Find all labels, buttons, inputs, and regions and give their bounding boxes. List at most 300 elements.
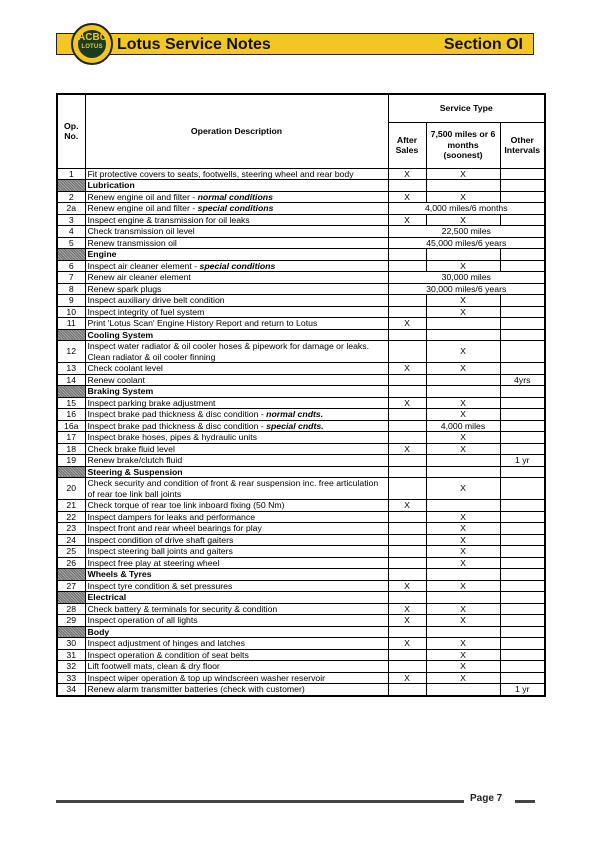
table-row — [57, 295, 545, 307]
op-number: 21 — [57, 500, 85, 512]
mark-other — [500, 638, 545, 650]
operation-description — [85, 306, 388, 318]
mark-other — [500, 603, 545, 615]
mark-miles: X — [426, 168, 500, 180]
mark-after — [388, 523, 426, 535]
table-row — [57, 443, 545, 455]
mark-other — [500, 214, 545, 226]
table-row — [57, 684, 545, 696]
mark-miles: X — [426, 672, 500, 684]
section-row — [57, 329, 545, 341]
operation-description — [85, 557, 388, 569]
op-number: 29 — [57, 615, 85, 627]
section-row — [57, 626, 545, 638]
op-number: 16a — [57, 420, 85, 432]
section-blank — [426, 626, 500, 638]
description-text: Renew air cleaner element — [87, 272, 191, 282]
description-text: Inspect free play at steering wheel — [87, 557, 220, 568]
table-row — [57, 455, 545, 467]
mark-after — [388, 649, 426, 661]
logo-text: LOTUS — [81, 44, 103, 50]
section-shade — [57, 626, 85, 638]
mark-other — [500, 443, 545, 455]
table-row — [57, 500, 545, 512]
operation-description — [85, 341, 388, 363]
operation-description — [85, 432, 388, 444]
operation-description — [85, 203, 388, 215]
service-interval-span: 30,000 miles/6 years — [388, 283, 545, 295]
table-row — [57, 409, 545, 421]
description-text: Lift footwell mats, clean & dry floor — [87, 661, 220, 671]
lotus-logo — [71, 23, 113, 65]
section-blank — [500, 592, 545, 604]
mark-after — [388, 511, 426, 523]
section-row — [57, 569, 545, 581]
col-7500-miles: 7,500 miles or 6 months (soonest) — [426, 122, 500, 168]
operation-description — [85, 397, 388, 409]
op-number: 2a — [57, 203, 85, 215]
mark-after — [388, 455, 426, 467]
table-row — [57, 237, 545, 249]
section-row — [57, 592, 545, 604]
operation-description — [85, 420, 388, 432]
section-shade — [57, 592, 85, 604]
op-number: 16 — [57, 409, 85, 421]
table-row — [57, 638, 545, 650]
mark-miles: X — [426, 363, 500, 375]
mark-miles: X — [426, 523, 500, 535]
mark-other: 1 yr — [500, 455, 545, 467]
table-row — [57, 580, 545, 592]
mark-miles: X — [426, 638, 500, 650]
mark-miles: X — [426, 397, 500, 409]
mark-miles: X — [426, 557, 500, 569]
op-number: 15 — [57, 397, 85, 409]
description-text: Renew engine oil and filter - — [87, 191, 198, 202]
description-text: Inspect tyre condition & set pressures — [87, 580, 233, 591]
description-text: Inspect air cleaner element - — [87, 260, 200, 271]
section-blank — [426, 180, 500, 192]
description-text: Inspect adjustment of hinges and latches — [87, 638, 245, 648]
table-row — [57, 272, 545, 284]
mark-miles: X — [426, 661, 500, 673]
mark-after: X — [388, 363, 426, 375]
page-number: Page 7 — [470, 793, 503, 804]
op-number: 14 — [57, 374, 85, 386]
mark-miles: X — [426, 546, 500, 558]
mark-other — [500, 649, 545, 661]
mark-after — [388, 661, 426, 673]
description-text: Inspect operation & condition of seat belts — [87, 649, 249, 660]
operation-description — [85, 638, 388, 650]
description-text: Renew engine oil and filter - — [87, 203, 198, 213]
description-text: Inspect steering ball joints and gaiters — [87, 546, 233, 556]
section-blank — [500, 386, 545, 398]
mark-after: X — [388, 318, 426, 330]
mark-after: X — [388, 500, 426, 512]
mark-miles: X — [426, 443, 500, 455]
mark-miles: X — [426, 260, 500, 272]
section-label: Section OI — [443, 36, 523, 53]
description-text: Inspect brake pad thickness & disc condition - — [87, 409, 267, 419]
description-condition: normal conditions — [197, 191, 273, 202]
mark-after — [388, 534, 426, 546]
operation-description — [85, 534, 388, 546]
table-row — [57, 511, 545, 523]
service-table-body — [57, 168, 545, 696]
op-number: 25 — [57, 546, 85, 558]
mark-after — [388, 341, 426, 363]
mark-after — [388, 432, 426, 444]
section-blank — [500, 466, 545, 478]
section-header-bar — [56, 33, 534, 55]
op-number: 12 — [57, 341, 85, 363]
table-row — [57, 374, 545, 386]
mark-miles: X — [426, 341, 500, 363]
section-row — [57, 180, 545, 192]
table-row — [57, 432, 545, 444]
section-shade — [57, 569, 85, 581]
operation-description — [85, 237, 388, 249]
table-row — [57, 557, 545, 569]
table-row — [57, 534, 545, 546]
op-number: 26 — [57, 557, 85, 569]
section-blank — [500, 329, 545, 341]
table-row — [57, 214, 545, 226]
operation-description — [85, 603, 388, 615]
mark-other — [500, 420, 545, 432]
section-name: Steering & Suspension — [85, 466, 388, 478]
mark-after: X — [388, 580, 426, 592]
mark-other — [500, 260, 545, 272]
table-row — [57, 226, 545, 238]
mark-after: X — [388, 672, 426, 684]
mark-other — [500, 557, 545, 569]
operation-description — [85, 168, 388, 180]
op-number: 10 — [57, 306, 85, 318]
table-row — [57, 283, 545, 295]
description-text: Print 'Lotus Scan' Engine History Report and return to Lotus — [87, 318, 318, 328]
section-blank — [426, 249, 500, 261]
operation-description — [85, 363, 388, 375]
op-number: 34 — [57, 684, 85, 696]
table-row — [57, 397, 545, 409]
section-name: Cooling System — [85, 329, 388, 341]
op-number: 19 — [57, 455, 85, 467]
section-blank — [426, 329, 500, 341]
mark-after — [388, 374, 426, 386]
op-number: 18 — [57, 443, 85, 455]
mark-other — [500, 546, 545, 558]
op-number: 20 — [57, 478, 85, 500]
mark-after: X — [388, 191, 426, 203]
section-blank — [500, 626, 545, 638]
description-text: Inspect engine & transmission for oil leaks — [87, 214, 250, 225]
section-blank — [388, 466, 426, 478]
section-blank — [388, 626, 426, 638]
mark-other — [500, 672, 545, 684]
operation-description — [85, 214, 388, 226]
op-number: 17 — [57, 432, 85, 444]
operation-description — [85, 523, 388, 535]
description-text: Inspect water radiator & oil cooler hoses & pipework for damage or leaks. Clean radiator & oil cooler finning — [87, 341, 370, 362]
section-blank — [388, 329, 426, 341]
mark-other — [500, 580, 545, 592]
op-number: 4 — [57, 226, 85, 238]
col-op-number: Op. No. — [57, 94, 85, 168]
operation-description — [85, 283, 388, 295]
table-row — [57, 341, 545, 363]
op-number: 32 — [57, 661, 85, 673]
mark-other — [500, 168, 545, 180]
section-name: Braking System — [85, 386, 388, 398]
lotus-logo-badge — [77, 29, 107, 59]
mark-other — [500, 409, 545, 421]
description-text: Inspect parking brake adjustment — [87, 397, 216, 408]
operation-description — [85, 511, 388, 523]
description-text: Check battery & terminals for security & condition — [87, 603, 278, 614]
operation-description — [85, 318, 388, 330]
op-number: 3 — [57, 214, 85, 226]
mark-miles: X — [426, 615, 500, 627]
description-text: Inspect brake pad thickness & disc condition - — [87, 420, 267, 431]
mark-after: X — [388, 168, 426, 180]
description-text: Check security and condition of front & rear suspension inc. free articulation of rear toe link ball joints — [87, 478, 379, 499]
description-text: Check coolant level — [87, 363, 163, 373]
description-text: Renew spark plugs — [87, 283, 162, 294]
operation-description — [85, 684, 388, 696]
op-number: 7 — [57, 272, 85, 284]
section-name: Engine — [85, 249, 388, 261]
mark-miles: X — [426, 580, 500, 592]
table-row — [57, 523, 545, 535]
op-number: 24 — [57, 534, 85, 546]
operation-description — [85, 374, 388, 386]
op-number: 22 — [57, 511, 85, 523]
description-condition: normal cndts. — [266, 409, 324, 419]
table-row — [57, 672, 545, 684]
operation-description — [85, 295, 388, 307]
col-service-type: Service Type — [388, 94, 545, 122]
mark-other — [500, 318, 545, 330]
service-interval-span: 4,000 miles/6 months — [388, 203, 545, 215]
operation-description — [85, 580, 388, 592]
operation-description — [85, 260, 388, 272]
op-number: 2 — [57, 191, 85, 203]
operation-description — [85, 191, 388, 203]
mark-miles — [426, 455, 500, 467]
mark-other — [500, 661, 545, 673]
service-interval-span: 22,500 miles — [388, 226, 545, 238]
mark-miles: 4,000 miles — [426, 420, 500, 432]
description-text: Inspect front and rear wheel bearings for play — [87, 523, 262, 533]
mark-after — [388, 557, 426, 569]
section-shade — [57, 329, 85, 341]
mark-other — [500, 534, 545, 546]
table-row — [57, 478, 545, 500]
mark-miles — [426, 318, 500, 330]
mark-other — [500, 306, 545, 318]
mark-other — [500, 397, 545, 409]
mark-after: X — [388, 615, 426, 627]
section-blank — [500, 180, 545, 192]
table-row — [57, 603, 545, 615]
op-number: 5 — [57, 237, 85, 249]
mark-miles: X — [426, 534, 500, 546]
mark-other — [500, 363, 545, 375]
service-schedule-table — [56, 93, 546, 697]
op-number: 1 — [57, 168, 85, 180]
mark-miles — [426, 500, 500, 512]
table-row — [57, 546, 545, 558]
mark-other — [500, 523, 545, 535]
mark-after: X — [388, 397, 426, 409]
mark-other — [500, 500, 545, 512]
description-text: Inspect auxiliary drive belt condition — [87, 295, 225, 305]
op-number: 28 — [57, 603, 85, 615]
description-condition: special cndts. — [266, 420, 324, 431]
service-interval-span: 45,000 miles/6 years — [388, 237, 545, 249]
description-condition: special conditions — [197, 203, 274, 213]
operation-description — [85, 672, 388, 684]
description-text: Renew brake/clutch fluid — [87, 455, 183, 465]
section-shade — [57, 249, 85, 261]
section-row — [57, 249, 545, 261]
section-name: Lubrication — [85, 180, 388, 192]
table-row — [57, 615, 545, 627]
mark-after — [388, 260, 426, 272]
col-operation-description: Operation Description — [85, 94, 388, 168]
table-row — [57, 203, 545, 215]
mark-after: X — [388, 638, 426, 650]
section-blank — [500, 249, 545, 261]
mark-miles: X — [426, 295, 500, 307]
mark-other — [500, 478, 545, 500]
table-row — [57, 649, 545, 661]
mark-after: X — [388, 214, 426, 226]
section-row — [57, 386, 545, 398]
table-row — [57, 318, 545, 330]
mark-other — [500, 432, 545, 444]
operation-description — [85, 226, 388, 238]
description-text: Check torque of rear toe link inboard fixing (50 Nm) — [87, 500, 285, 510]
section-name: Electrical — [85, 592, 388, 604]
mark-after — [388, 546, 426, 558]
section-blank — [388, 386, 426, 398]
operation-description — [85, 443, 388, 455]
mark-miles: X — [426, 432, 500, 444]
mark-after: X — [388, 443, 426, 455]
op-number: 6 — [57, 260, 85, 272]
operation-description — [85, 409, 388, 421]
description-text: Renew coolant — [87, 374, 145, 385]
mark-miles: X — [426, 306, 500, 318]
mark-miles: X — [426, 409, 500, 421]
section-blank — [388, 592, 426, 604]
operation-description — [85, 478, 388, 500]
section-blank — [388, 569, 426, 581]
mark-other — [500, 341, 545, 363]
section-blank — [426, 592, 500, 604]
mark-other — [500, 295, 545, 307]
mark-miles: X — [426, 649, 500, 661]
mark-miles — [426, 374, 500, 386]
section-blank — [426, 466, 500, 478]
operation-description — [85, 615, 388, 627]
col-other-intervals: Other Intervals — [500, 122, 545, 168]
section-shade — [57, 466, 85, 478]
operation-description — [85, 546, 388, 558]
mark-miles: X — [426, 214, 500, 226]
section-blank — [388, 180, 426, 192]
mark-after — [388, 684, 426, 696]
section-name: Wheels & Tyres — [85, 569, 388, 581]
description-text: Inspect brake hoses, pipes & hydraulic units — [87, 432, 257, 442]
section-shade — [57, 180, 85, 192]
table-row — [57, 168, 545, 180]
description-text: Inspect operation of all lights — [87, 615, 198, 625]
table-row — [57, 661, 545, 673]
footer-rule — [56, 800, 464, 803]
section-blank — [388, 249, 426, 261]
document-title: Lotus Service Notes — [117, 36, 271, 53]
operation-description — [85, 272, 388, 284]
op-number: 31 — [57, 649, 85, 661]
section-row — [57, 466, 545, 478]
op-number: 13 — [57, 363, 85, 375]
description-text: Renew alarm transmitter batteries (check with customer) — [87, 684, 305, 694]
description-text: Inspect condition of drive shaft gaiters — [87, 534, 234, 545]
description-condition: special conditions — [199, 260, 276, 271]
op-number: 23 — [57, 523, 85, 535]
table-row — [57, 363, 545, 375]
section-blank — [426, 569, 500, 581]
table-row — [57, 420, 545, 432]
op-number: 11 — [57, 318, 85, 330]
mark-after — [388, 409, 426, 421]
mark-after — [388, 306, 426, 318]
description-text: Check brake fluid level — [87, 443, 175, 454]
table-row — [57, 191, 545, 203]
operation-description — [85, 649, 388, 661]
table-row — [57, 306, 545, 318]
section-blank — [426, 386, 500, 398]
op-number: 30 — [57, 638, 85, 650]
section-shade — [57, 386, 85, 398]
mark-after — [388, 420, 426, 432]
operation-description — [85, 455, 388, 467]
col-after-sales: After Sales — [388, 122, 426, 168]
section-blank — [500, 569, 545, 581]
mark-after — [388, 478, 426, 500]
table-row — [57, 260, 545, 272]
mark-miles: X — [426, 603, 500, 615]
operation-description — [85, 500, 388, 512]
description-text: Check transmission oil level — [87, 226, 195, 236]
operation-description — [85, 661, 388, 673]
description-text: Inspect integrity of fuel system — [87, 306, 205, 317]
description-text: Inspect dampers for leaks and performance — [87, 511, 256, 522]
service-interval-span: 30,000 miles — [388, 272, 545, 284]
logo-monogram: ACBC — [78, 32, 107, 43]
mark-after — [388, 295, 426, 307]
mark-other: 4yrs — [500, 374, 545, 386]
op-number: 9 — [57, 295, 85, 307]
op-number: 8 — [57, 283, 85, 295]
op-number: 33 — [57, 672, 85, 684]
description-text: Renew transmission oil — [87, 237, 177, 248]
mark-miles: X — [426, 191, 500, 203]
